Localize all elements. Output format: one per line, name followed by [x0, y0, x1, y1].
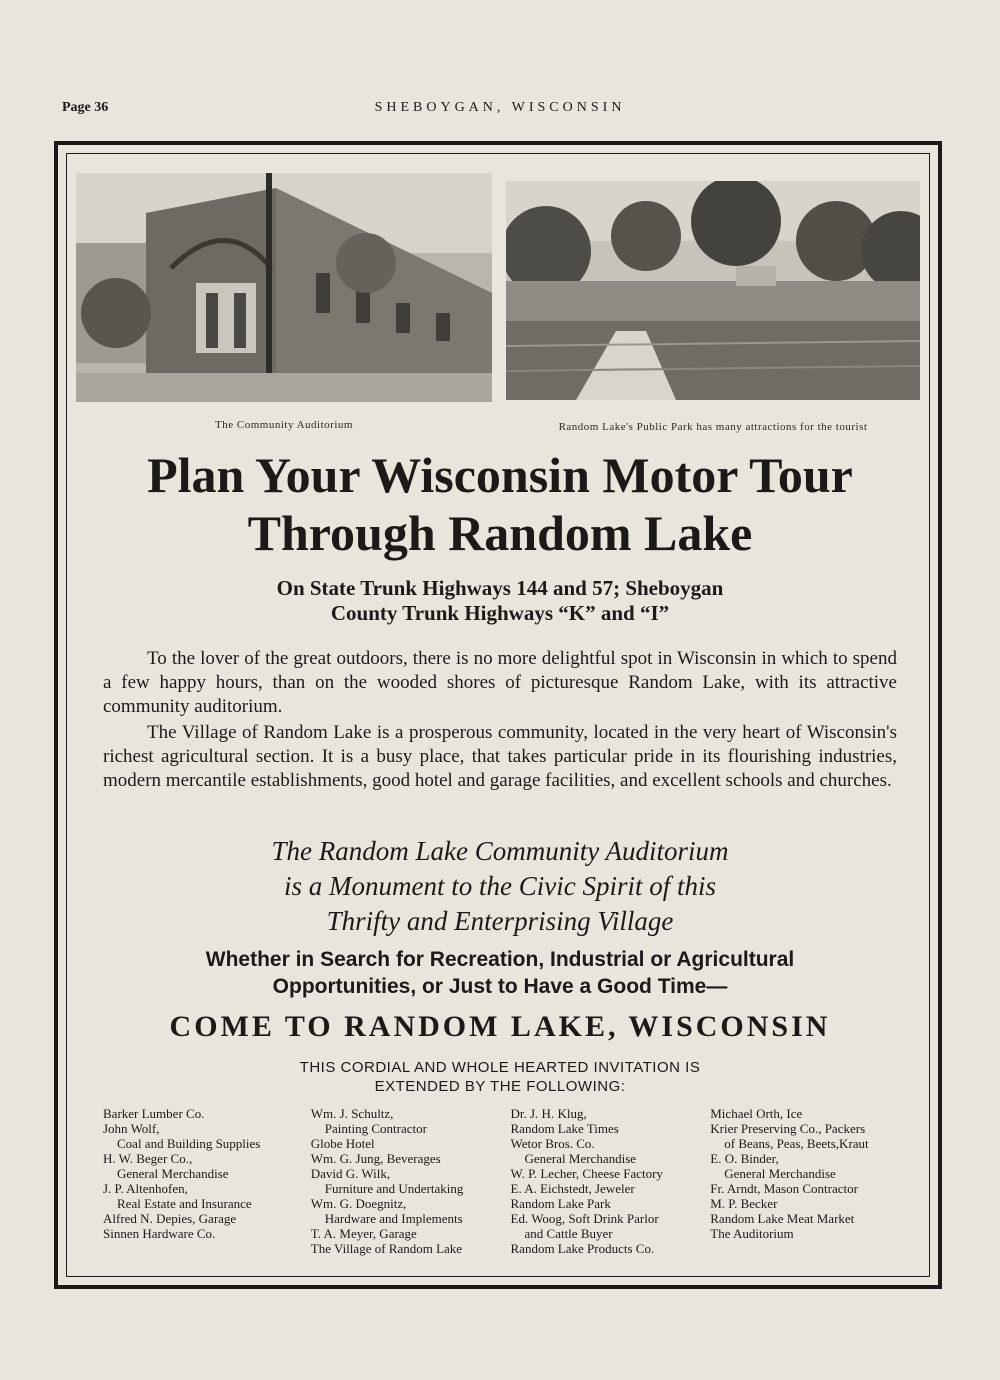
running-title: SHEBOYGAN, WISCONSIN	[374, 100, 626, 115]
directory-entry	[511, 1106, 711, 1121]
directory-entry-name: J. P. Altenhofen,	[103, 1181, 188, 1196]
directory-entry-detail: General Merchandise	[724, 1166, 836, 1181]
directory-entry-name: The Village of Random Lake	[310, 1241, 463, 1256]
directory-entry-name: Sinnen Hardware Co.	[103, 1226, 216, 1241]
directory-entry	[710, 1151, 910, 1181]
opportunities-line-1: Whether in Search for Recreation, Industrial or Agricultural	[205, 948, 795, 971]
tagline-line-1: The Random Lake Community Auditorium	[271, 836, 729, 866]
directory-entry-name: Random Lake Products Co.	[510, 1241, 655, 1256]
community-auditorium-photo	[76, 173, 492, 402]
directory-entry	[511, 1211, 711, 1241]
directory-entry	[311, 1241, 511, 1256]
directory-entry-detail: Painting Contractor	[324, 1121, 427, 1136]
park-photo-caption: Random Lake's Public Park has many attractions for the tourist	[558, 421, 868, 433]
directory-entry	[311, 1196, 511, 1226]
directory-entry	[103, 1226, 311, 1241]
directory-entry-name: W. P. Lecher, Cheese Factory	[510, 1166, 663, 1181]
directory-entry	[103, 1121, 311, 1151]
directory-entry-detail: Coal and Building Supplies	[117, 1136, 261, 1151]
directory-entry	[511, 1121, 711, 1136]
directory-entry-name: Random Lake Times	[510, 1121, 619, 1136]
opportunities-line-2: Opportunities, or Just to Have a Good Time—	[272, 975, 728, 998]
highway-subhead	[150, 576, 850, 626]
directory-entry-name: Wm. J. Schultz,	[310, 1106, 394, 1121]
invitation-heading	[150, 1058, 850, 1096]
directory-entry-name: Globe Hotel	[310, 1136, 375, 1151]
directory-entry-detail: and Cattle Buyer	[524, 1226, 613, 1241]
directory-entry-detail: Real Estate and Insurance	[117, 1196, 252, 1211]
directory-entry	[311, 1136, 511, 1151]
subhead-line-2: County Trunk Highways “K” and “I”	[330, 601, 670, 625]
body-paragraph-1: To the lover of the great outdoors, there is no more delightful spot in Wisconsin in which to spend a few happy hours, than on the wooded shores of picturesque Random Lake, with its attractive community auditorium.	[103, 648, 897, 717]
directory-entry-detail: Hardware and Implements	[324, 1211, 463, 1226]
directory-entry-name: Alfred N. Depies, Garage	[103, 1211, 237, 1226]
directory-entry-name: M. P. Becker	[710, 1196, 778, 1211]
headline	[70, 446, 930, 562]
page-number: Page 36	[62, 100, 109, 115]
directory-column-2	[311, 1106, 511, 1256]
come-to-random-lake: COME TO RANDOM LAKE, WISCONSIN	[169, 1010, 831, 1043]
directory-entry-name: Ed. Woog, Soft Drink Parlor	[510, 1211, 659, 1226]
directory-entry	[103, 1181, 311, 1211]
subhead-line-1: On State Trunk Highways 144 and 57; Sheboygan	[276, 576, 724, 600]
directory-column-3	[511, 1106, 711, 1256]
directory-entry-name: E. O. Binder,	[710, 1151, 779, 1166]
directory-entry	[710, 1121, 910, 1151]
directory-entry	[311, 1151, 511, 1166]
body-copy	[103, 647, 897, 795]
directory-entry-detail: General Merchandise	[117, 1166, 229, 1181]
directory-entry	[511, 1181, 711, 1196]
business-directory	[103, 1106, 910, 1256]
directory-entry	[511, 1196, 711, 1211]
tagline-line-3: Thrifty and Enterprising Village	[326, 906, 674, 936]
invitation-line-2: EXTENDED BY THE FOLLOWING:	[374, 1078, 626, 1095]
directory-entry	[311, 1166, 511, 1196]
opportunities-text	[120, 946, 880, 1000]
invitation-line-1: THIS CORDIAL AND WHOLE HEARTED INVITATION IS	[299, 1059, 701, 1076]
directory-entry-name: Wm. G. Jung, Beverages	[310, 1151, 441, 1166]
body-paragraph-2: The Village of Random Lake is a prosperous community, located in the very heart of Wisconsin's richest agricultural section. It is a busy place, that takes particular pride in its flourishing industries, modern mercantile establishments, good hotel and garage facilities, and excellent schools and churches.	[103, 722, 897, 791]
directory-entry-name: H. W. Beger Co.,	[103, 1151, 193, 1166]
directory-entry	[710, 1181, 910, 1196]
directory-entry	[511, 1136, 711, 1166]
directory-entry	[103, 1151, 311, 1181]
directory-entry-name: John Wolf,	[103, 1121, 160, 1136]
directory-entry-detail: Furniture and Undertaking	[324, 1181, 464, 1196]
directory-entry	[511, 1166, 711, 1181]
directory-entry	[103, 1106, 311, 1121]
directory-entry-detail: General Merchandise	[524, 1151, 637, 1166]
directory-entry	[710, 1211, 910, 1226]
directory-entry	[311, 1106, 511, 1136]
directory-entry-name: Krier Preserving Co., Packers	[710, 1121, 866, 1136]
public-park-photo	[506, 181, 920, 400]
directory-entry-name: E. A. Eichstedt, Jeweler	[510, 1181, 635, 1196]
directory-entry-name: Wm. G. Doegnitz,	[310, 1196, 407, 1211]
directory-column-1	[103, 1106, 311, 1256]
directory-entry-name: Fr. Arndt, Mason Contractor	[710, 1181, 858, 1196]
auditorium-photo-caption: The Community Auditorium	[215, 419, 353, 431]
directory-entry	[710, 1196, 910, 1211]
headline-line-2: Through Random Lake	[247, 505, 753, 561]
directory-entry	[511, 1241, 711, 1256]
auditorium-tagline	[130, 834, 870, 939]
headline-line-1: Plan Your Wisconsin Motor Tour	[147, 447, 853, 503]
tagline-line-2: is a Monument to the Civic Spirit of this	[284, 871, 716, 901]
directory-entry	[311, 1226, 511, 1241]
directory-entry-name: Barker Lumber Co.	[103, 1106, 205, 1121]
directory-entry	[710, 1226, 910, 1241]
directory-entry	[710, 1106, 910, 1121]
directory-entry-detail: of Beans, Peas, Beets,Kraut	[724, 1136, 869, 1151]
directory-entry-name: Random Lake Park	[510, 1196, 611, 1211]
page-header	[62, 100, 938, 120]
directory-entry-name: The Auditorium	[710, 1226, 794, 1241]
directory-entry	[103, 1211, 311, 1226]
directory-entry-name: T. A. Meyer, Garage	[310, 1226, 417, 1241]
directory-entry-name: Dr. J. H. Klug,	[510, 1106, 587, 1121]
directory-entry-name: David G. Wilk,	[310, 1166, 391, 1181]
directory-entry-name: Michael Orth, Ice	[710, 1106, 803, 1121]
directory-entry-name: Random Lake Meat Market	[710, 1211, 855, 1226]
directory-entry-name: Wetor Bros. Co.	[510, 1136, 595, 1151]
directory-column-4	[710, 1106, 910, 1256]
